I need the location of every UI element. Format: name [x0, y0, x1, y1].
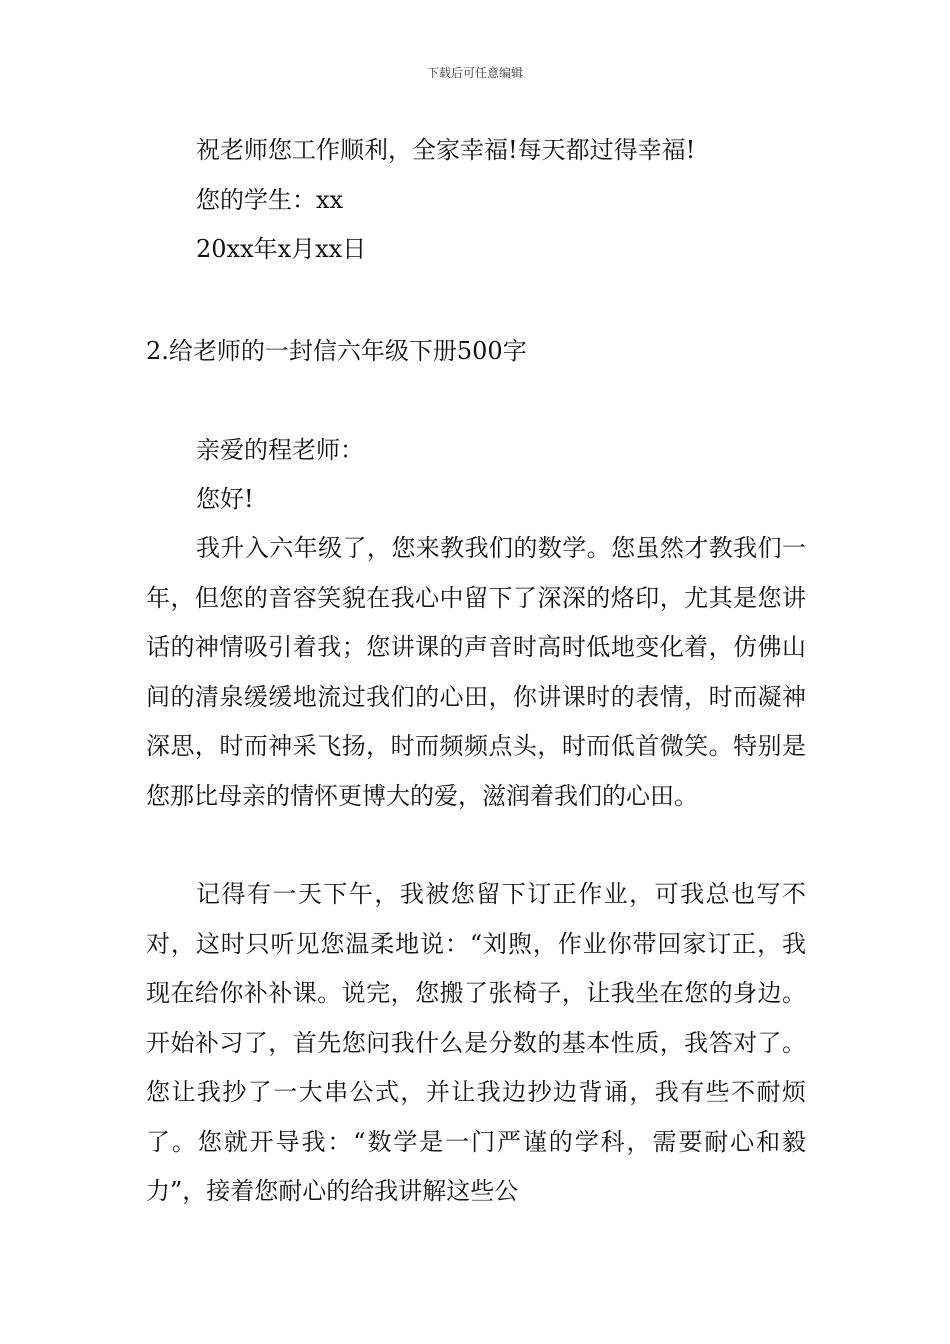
letter-paragraph-2: 记得有一天下午，我被您留下订正作业，可我总也写不对，这时只听见您温柔地说：“刘煦，作业你带回家订正，我现在给你补补课。说完，您搬了张椅子，让我坐在您的身边。开始补习了，首先您问我什么是分数的基本性质，我答对了。您让我抄了一大串公式，并让我边抄边背诵，我有些不耐烦了。您就开导我：“数学是一门严谨的学科，需要耐心和毅力”，接着您耐心的给我讲解这些公 [146, 880, 806, 1205]
letter-greeting: 您好! [196, 485, 254, 513]
closing-date: 20xx年x月xx日 [196, 235, 367, 263]
page-header: 下载后可任意编辑 [426, 66, 523, 80]
closing-wish: 祝老师您工作顺利，全家幸福!每天都过得幸福! [196, 136, 696, 164]
section-title: 2.给老师的一封信六年级下册500字 [146, 337, 527, 365]
closing-signature: 您的学生：xx [196, 186, 344, 214]
letter-paragraph-1: 我升入六年级了，您来教我们的数学。您虽然才教我们一年，但您的音容笑貌在我心中留下了深深的烙印，尤其是您讲话的神情吸引着我；您讲课的声音时高时低地变化着，仿佛山间的清泉缓缓地流过我们的心田，你讲课时的表情，时而凝神深思，时而神采飞扬，时而频频点头，时而低首微笑。特别是您那比母亲的情怀更博大的爱，滋润着我们的心田。 [146, 534, 806, 810]
letter-salutation: 亲爱的程老师： [196, 436, 364, 464]
